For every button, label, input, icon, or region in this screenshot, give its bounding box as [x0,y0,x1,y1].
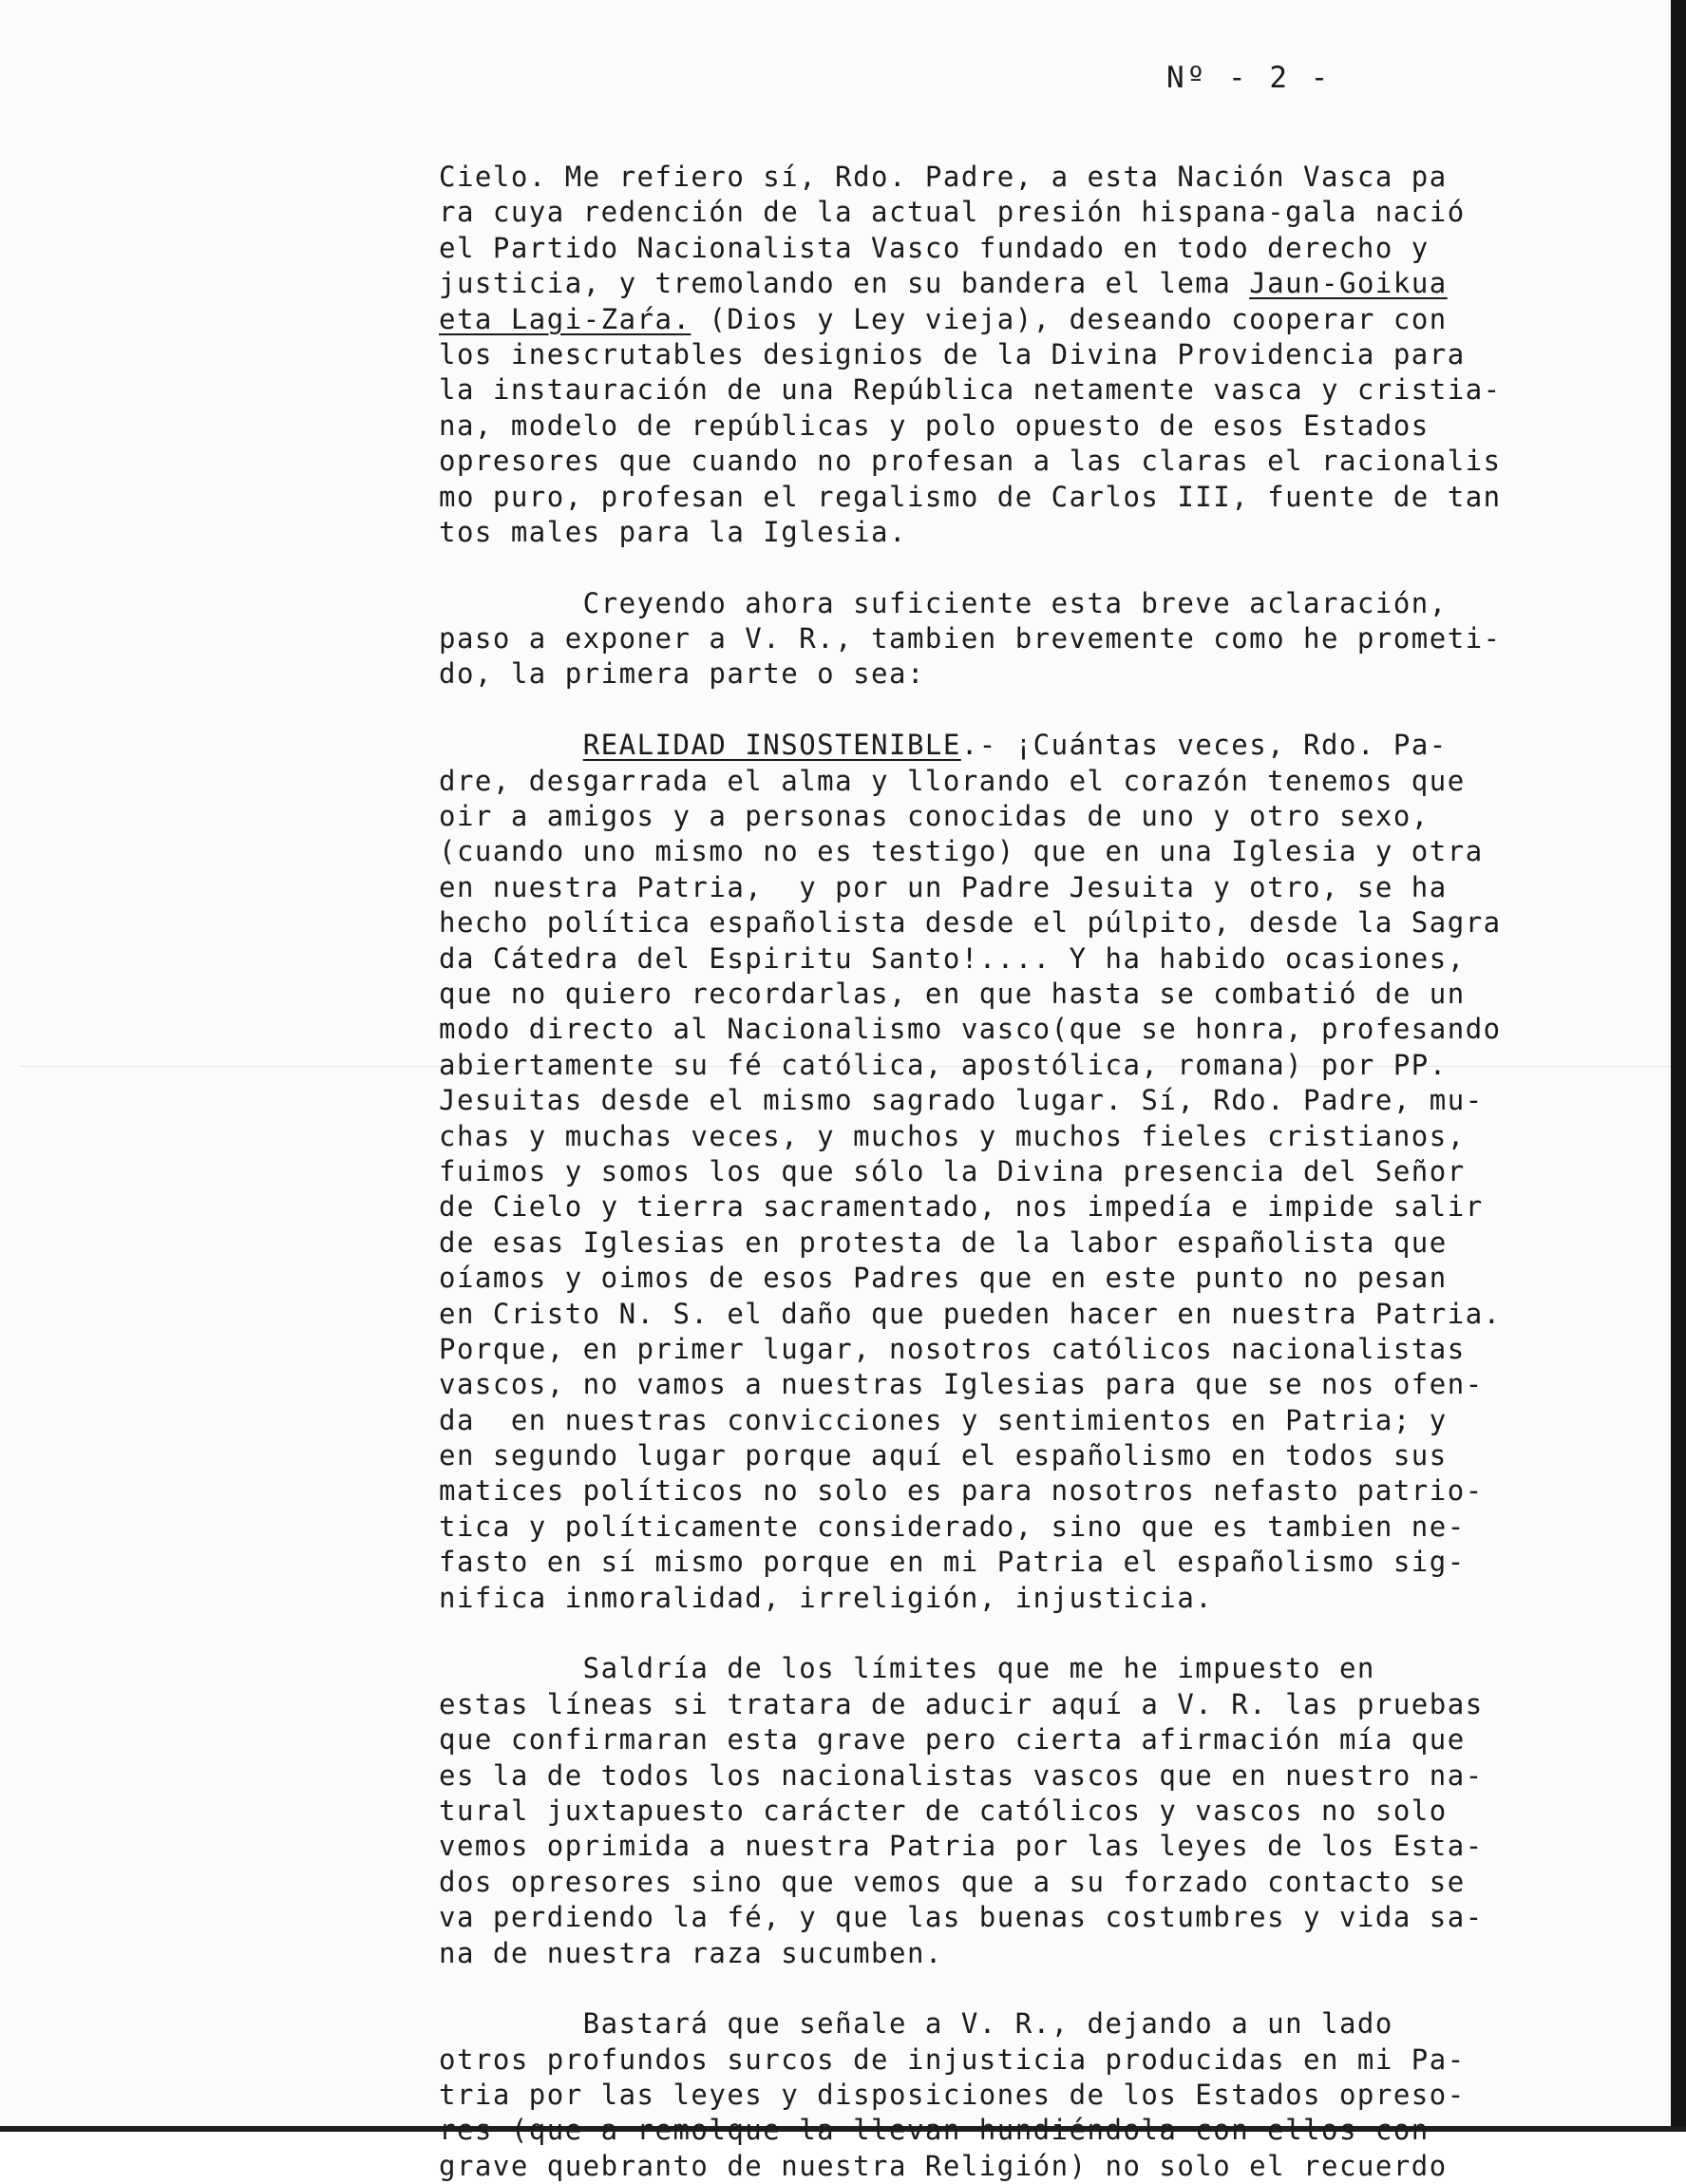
letter-body [439,160,1638,2184]
text-line: paso a exponer a V. R., tambien brevemente como he prometi- [439,622,1502,655]
page-number: Nº - 2 - [1166,61,1332,95]
text-line: en nuestra Patria, y por un Padre Jesuita y otro, se ha [439,870,1448,903]
text-line: dre, desgarrada el alma y llorando el corazón tenemos que [439,764,1466,797]
text-line: va perdiendo la fé, y que las buenas costumbres y vida sa- [439,1901,1484,1934]
text-line: grave quebranto de nuestra Religión) no solo el recuerdo [439,2149,1448,2182]
text-line: da Cátedra del Espiritu Santo!.... Y ha habido ocasiones, [439,941,1466,975]
text-line: de esas Iglesias en protesta de la labor españolista que [439,1225,1448,1259]
motto-underlined: eta Lagi-Zaŕa. [439,302,691,335]
text-line: nifica inmoralidad, irreligión, injusticia. [439,1581,1214,1614]
text-line: tria por las leyes y disposiciones de los Estados opreso- [439,2079,1466,2112]
text-line: oir a amigos y a personas conocidas de uno y otro sexo, [439,800,1430,833]
text-segment: justicia, y tremolando en su bandera el lema [439,267,1250,300]
text-line: da en nuestras convicciones y sentimientos en Patria; y [439,1403,1448,1436]
text-line: na de nuestra raza sucumben. [439,1936,943,1969]
text-line: Porque, en primer lugar, nosotros católicos nacionalistas [439,1332,1466,1365]
text-line: vemos oprimida a nuestra Patria por las leyes de los Esta- [439,1830,1484,1863]
paragraph-realidad-insostenible [439,728,1638,1616]
text-line: res (que a remolque la llevan hundiéndola con ellos con [439,2114,1430,2147]
text-line: estas líneas si tratara de aducir aquí a V. R. las pruebas [439,1687,1484,1720]
text-segment: .- ¡Cuántas veces, Rdo. Pa- [960,729,1448,762]
text-line: que no quiero recordarlas, en que hasta se combatió de un [439,977,1466,1010]
section-heading: REALIDAD INSOSTENIBLE [582,729,961,762]
text-line: abiertamente su fé católica, apostólica, romana) por PP. [439,1048,1448,1081]
paragraph-gap [439,1616,1638,1651]
text-line: mo puro, profesan el regalismo de Carlos III, fuente de tan [439,480,1502,513]
text-line: fuimos y somos los que sólo la Divina presencia del Señor [439,1154,1466,1187]
text-line: el Partido Nacionalista Vasco fundado en todo derecho y [439,231,1430,264]
text-line: do, la primera parte o sea: [439,657,925,691]
motto-underlined: Jaun-Goikua [1249,267,1448,300]
text-line: Jesuitas desde el mismo sagrado lugar. Sí, Rdo. Padre, mu- [439,1084,1484,1117]
text-line: matices políticos no solo es para nosotros nefasto patrio- [439,1474,1484,1508]
text-segment: (Dios y Ley vieja), deseando cooperar con [691,302,1448,335]
text-line: los inescrutables designios de la Divina Providencia para [439,337,1466,370]
text-line-with-motto [439,302,1638,337]
text-line: modo directo al Nacionalismo vasco(que se honra, profesando [439,1013,1502,1046]
text-line: tural juxtapuesto carácter de católicos y vascos no solo [439,1794,1448,1827]
text-line: la instauración de una República netamente vasca y cristia- [439,373,1502,407]
paragraph-gap [439,693,1638,728]
text-line: Saldría de los límites que me he impuesto en [439,1652,1375,1685]
text-line: otros profundos surcos de injusticia producidas en mi Pa- [439,2042,1466,2076]
text-line: Bastará que señale a V. R., dejando a un lado [439,2007,1393,2041]
text-line: en Cristo N. S. el daño que pueden hacer en nuestra Patria. [439,1297,1502,1330]
text-line: en segundo lugar porque aquí el españolismo en todos sus [439,1439,1448,1472]
text-line: tica y políticamente considerado, sino que es tambien ne- [439,1510,1466,1543]
text-line: na, modelo de repúblicas y polo opuesto de esos Estados [439,408,1430,442]
text-line: tos males para la Iglesia. [439,515,907,548]
text-line: dos opresores sino que vemos que a su forzado contacto se [439,1865,1466,1898]
paragraph-gap [439,1971,1638,2006]
text-line: (cuando uno mismo no es testigo) que en una Iglesia y otra [439,835,1484,868]
paragraph-gap [439,550,1638,585]
text-line: opresores que cuando no profesan a las claras el racionalis [439,445,1502,478]
text-line: Creyendo ahora suficiente esta breve aclaración, [439,586,1448,619]
text-line: de Cielo y tierra sacramentado, nos impedía e impide salir [439,1190,1484,1224]
text-line: es la de todos los nacionalistas vascos que en nuestro na- [439,1758,1484,1792]
paragraph-bastara [439,2006,1638,2184]
text-line: chas y muchas veces, y muchos y muchos fieles cristianos, [439,1119,1466,1152]
text-line: Cielo. Me refiero sí, Rdo. Padre, a esta Nación Vasca pa [439,161,1448,193]
paragraph-nacion-vasca [439,160,1638,550]
scan-edge-right [1671,0,1686,2132]
text-line: fasto en sí mismo porque en mi Patria el españolismo sig- [439,1546,1466,1579]
text-line: vascos, no vamos a nuestras Iglesias para que se nos ofen- [439,1368,1484,1401]
paragraph-aclaracion [439,586,1638,693]
text-line: ra cuya redención de la actual presión hispana-gala nació [439,196,1466,229]
text-line: oíamos y oimos de esos Padres que en este punto no pesan [439,1262,1448,1295]
text-line: hecho política españolista desde el púlpito, desde la Sagra [439,906,1502,940]
paragraph-limites [439,1651,1638,1971]
text-line-with-motto [439,266,1638,301]
text-line: que confirmaran esta grave pero cierta afirmación mía que [439,1723,1466,1757]
text-line-with-heading [439,728,1638,763]
